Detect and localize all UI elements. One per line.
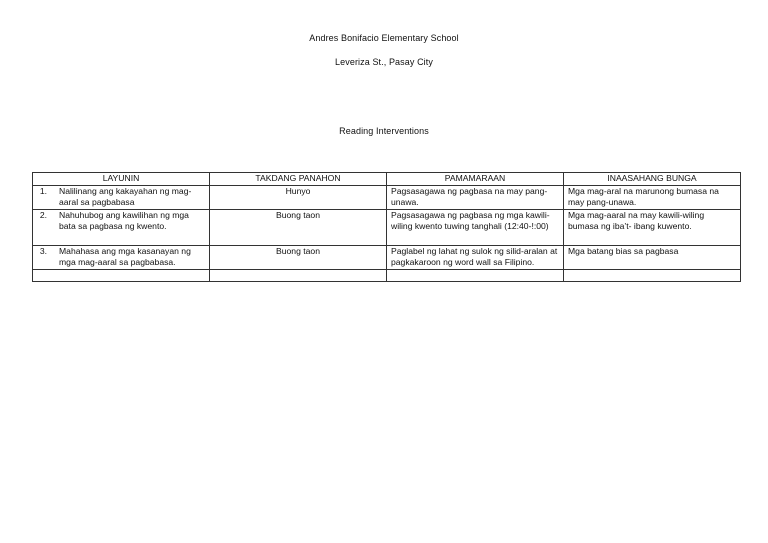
header-inaasahang-bunga: INAASAHANG BUNGA — [564, 173, 741, 186]
header-takdang-panahon: TAKDANG PANAHON — [210, 173, 387, 186]
cell-layunin — [33, 245, 210, 269]
table-header-row — [33, 173, 741, 186]
empty-cell — [33, 269, 210, 281]
cell-panahon: Buong taon — [210, 245, 387, 269]
header-layunin: LAYUNIN — [33, 173, 210, 186]
empty-cell — [210, 269, 387, 281]
cell-bunga: Mga mag-aral na marunong bumasa na may pang-unawa. — [564, 185, 741, 209]
layunin-text: Nahuhubog ang kawilihan ng mga bata sa pagbasa ng kwento. — [59, 209, 189, 231]
header-pamamaraan: PAMAMARAAN — [387, 173, 564, 186]
cell-bunga: Mga mag-aaral na may kawili-wiling bumasa ng iba’t- ibang kuwento. — [564, 209, 741, 245]
cell-panahon: Buong taon — [210, 209, 387, 245]
row-number: 3. — [39, 245, 47, 256]
school-name: Andres Bonifacio Elementary School — [309, 33, 459, 43]
cell-pamamaraan: Pagsasagawa ng pagbasa na may pang-unawa. — [387, 185, 564, 209]
interventions-table — [32, 172, 741, 282]
empty-cell — [387, 269, 564, 281]
empty-table-row — [33, 269, 741, 281]
document-title: Reading Interventions — [339, 126, 429, 136]
cell-bunga: Mga batang bias sa pagbasa — [564, 245, 741, 269]
cell-pamamaraan: Pagsasagawa ng pagbasa ng mga kawili-wiling kwento tuwing tanghali (12:40-!:00) — [387, 209, 564, 245]
table-row — [33, 245, 741, 269]
row-number: 1. — [39, 185, 47, 196]
cell-layunin — [33, 185, 210, 209]
table-row — [33, 185, 741, 209]
school-address: Leveriza St., Pasay City — [335, 57, 433, 67]
layunin-text: Nalilinang ang kakayahan ng mag-aaral sa pagbabasa — [59, 185, 192, 207]
empty-cell — [564, 269, 741, 281]
cell-panahon: Hunyo — [210, 185, 387, 209]
cell-pamamaraan: Paglabel ng lahat ng sulok ng silid-aralan at pagkakaroon ng word wall sa Filipino. — [387, 245, 564, 269]
row-number: 2. — [39, 209, 47, 220]
layunin-text: Mahahasa ang mga kasanayan ng mga mag-aaral sa pagbabasa. — [59, 245, 191, 267]
cell-layunin — [33, 209, 210, 245]
table-row — [33, 209, 741, 245]
